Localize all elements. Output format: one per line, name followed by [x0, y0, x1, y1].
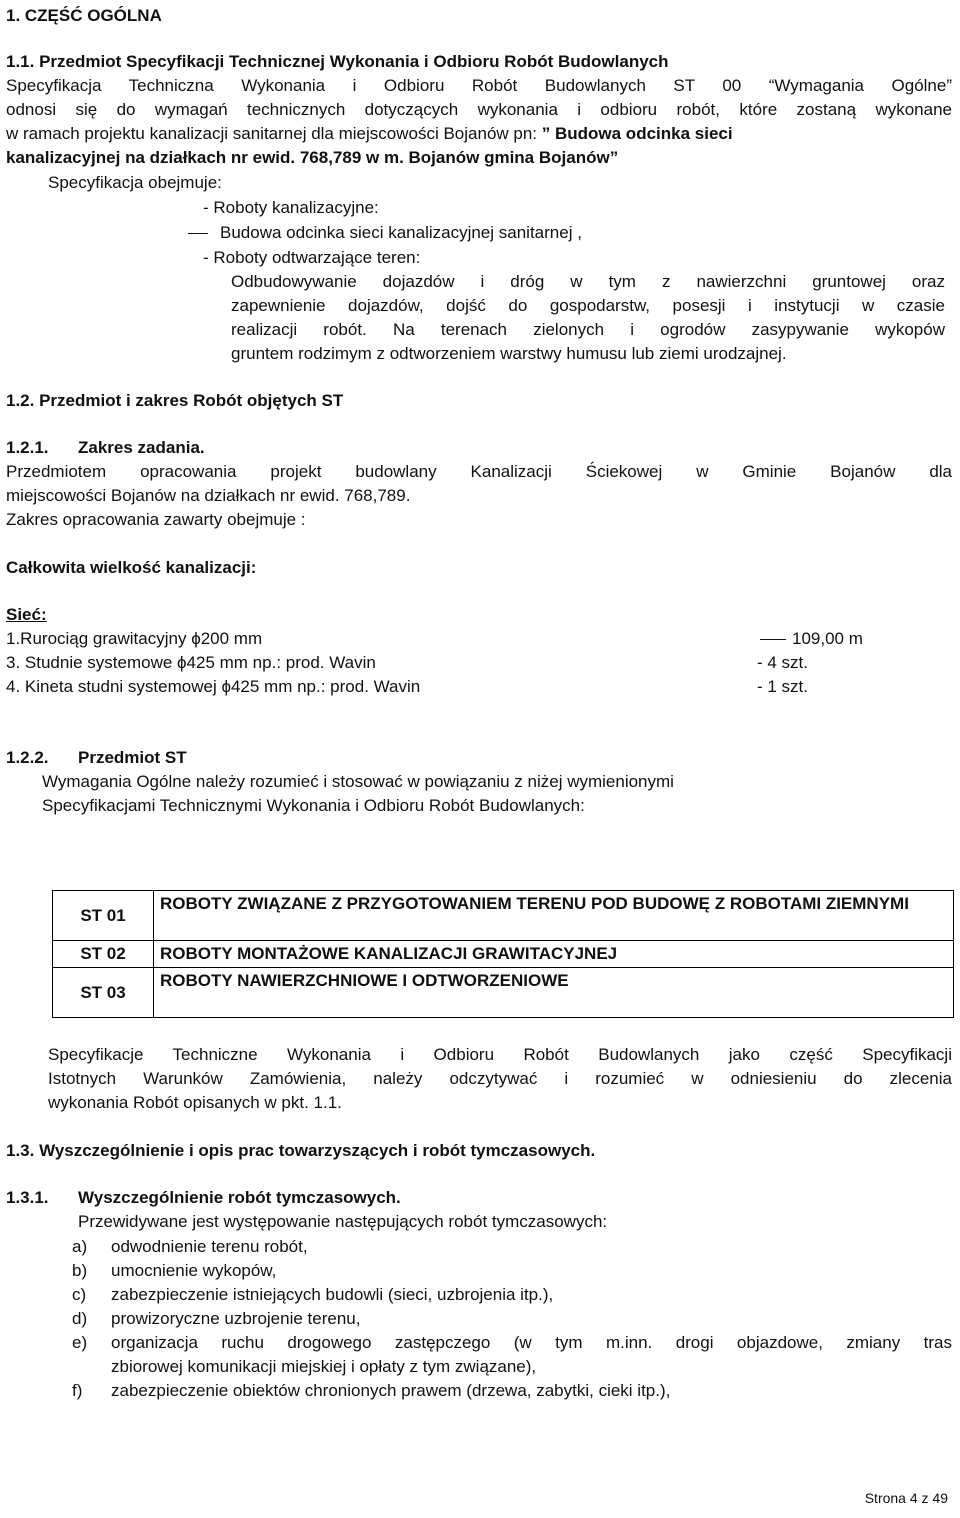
section-1-2-title: 1.2. Przedmiot i zakres Robót objętych ST: [6, 391, 344, 410]
s122-after-line-1: Specyfikacje Techniczne Wykonania i Odbioru Robót Budowlanych jako część Specyfikacji: [48, 1045, 952, 1064]
st-code-cell: ST 01: [53, 891, 154, 941]
scope-label: Specyfikacja obejmuje:: [48, 173, 222, 192]
network-item-3-value: - 1 szt.: [757, 677, 809, 696]
scope-item-1a: [188, 221, 582, 245]
st-table: [52, 890, 954, 1018]
network-item-1-label: 1.Rurociąg grawitacyjny ϕ200 mm: [6, 629, 263, 648]
list-item-marker: f): [72, 1381, 83, 1400]
network-item-2-value: - 4 szt.: [757, 653, 809, 672]
network-item-2-label: 3. Studnie systemowe ϕ425 mm np.: prod. Wavin: [6, 653, 376, 672]
table-row: [53, 968, 954, 1018]
section-1-2-2-number: 1.2.2.: [6, 748, 49, 767]
st-desc-cell: ROBOTY MONTAŻOWE KANALIZACJI GRAWITACYJNEJ: [154, 941, 954, 968]
table-row: [53, 941, 954, 968]
st-desc-cell: ROBOTY ZWIĄZANE Z PRZYGOTOWANIEM TERENU POD BUDOWĘ Z ROBOTAMI ZIEMNYMI: [154, 891, 954, 941]
section-1-3-1-title: Wyszczególnienie robót tymczasowych.: [78, 1188, 401, 1207]
s121-line-2: miejscowości Bojanów na działkach nr ewid. 768,789.: [6, 486, 411, 505]
s122-line-2: Specyfikacjami Technicznymi Wykonania i Odbioru Robót Budowlanych:: [42, 796, 585, 815]
section-1-2-1-number: 1.2.1.: [6, 438, 49, 457]
total-length-label: Całkowita wielkość kanalizacji:: [6, 558, 257, 577]
scope-item-1a-text: Budowa odcinka sieci kanalizacyjnej sanitarnej ,: [220, 223, 582, 242]
table-row: [53, 891, 954, 941]
scope-item-2-line-1: Odbudowywanie dojazdów i dróg w tym z nawierzchni gruntowej oraz: [231, 272, 945, 291]
st-code-cell: ST 02: [53, 941, 154, 968]
list-item: umocnienie wykopów,: [111, 1261, 277, 1280]
list-item: odwodnienie terenu robót,: [111, 1237, 308, 1256]
section-1-3-1-number: 1.3.1.: [6, 1188, 49, 1207]
s131-intro: Przewidywane jest występowanie następujących robót tymczasowych:: [78, 1212, 608, 1231]
list-item-continuation: zbiorowej komunikacji miejskiej i opłaty z tym związane),: [111, 1357, 537, 1376]
list-item-marker: b): [72, 1261, 88, 1280]
network-label: Sieć:: [6, 605, 47, 624]
scope-item-2-line-2: zapewnienie dojazdów, dojść do gospodarstw, posesji i instytucji w czasie: [231, 296, 945, 315]
list-item: prowizoryczne uzbrojenie terenu,: [111, 1309, 361, 1328]
s122-after-line-2: Istotnych Warunków Zamówienia, należy odczytywać i rozumieć w odniesieniu do zlecenia: [48, 1069, 952, 1088]
list-item: zabezpieczenie istniejących budowli (sieci, uzbrojenia itp.),: [111, 1285, 554, 1304]
section-1-3-title: 1.3. Wyszczególnienie i opis prac towarzyszących i robót tymczasowych.: [6, 1141, 596, 1160]
network-item-3-label: 4. Kineta studni systemowej ϕ425 mm np.: prod. Wavin: [6, 677, 421, 696]
st-desc-cell: ROBOTY NAWIERZCHNIOWE I ODTWORZENIOWE: [154, 968, 954, 1018]
scope-item-1: - Roboty kanalizacyjne:: [203, 198, 379, 217]
s121-line-3: Zakres opracowania zawarty obejmuje :: [6, 510, 306, 529]
list-item-marker: a): [72, 1237, 88, 1256]
s11-line-1: Specyfikacja Techniczna Wykonania i Odbioru Robót Budowlanych ST 00 “Wymagania Ogólne”: [6, 76, 952, 95]
s11-line-2: odnosi się do wymagań technicznych dotyczących wykonania i odbioru robót, które zostaną wykonane: [6, 100, 952, 119]
scope-item-2: - Roboty odtwarzające teren:: [203, 248, 421, 267]
s11-project-name: kanalizacyjnej na działkach nr ewid. 768,789 w m. Bojanów gmina Bojanów”: [6, 148, 619, 167]
list-item-marker: d): [72, 1309, 88, 1328]
section-1-1-title: 1.1. Przedmiot Specyfikacji Technicznej Wykonania i Odbioru Robót Budowlanych: [6, 52, 669, 71]
network-item-1-value: [760, 627, 863, 651]
network-item-1-value-text: 109,00 m: [792, 629, 863, 648]
list-item-marker: c): [72, 1285, 87, 1304]
list-item: organizacja ruchu drogowego zastępczego (w tym m.inn. drogi objazdowe, zmiany tras: [111, 1333, 952, 1352]
list-item-marker: e): [72, 1333, 88, 1352]
st-code-cell: ST 03: [53, 968, 154, 1018]
dash-marker: [188, 233, 208, 234]
list-item: zabezpieczenie obiektów chronionych prawem (drzewa, zabytki, cieki itp.),: [111, 1381, 671, 1400]
s11-line-3-bold: ” Budowa odcinka sieci: [537, 124, 733, 143]
chapter-heading: 1. CZĘŚĆ OGÓLNA: [6, 6, 162, 25]
s122-after-line-3: wykonania Robót opisanych w pkt. 1.1.: [48, 1093, 342, 1112]
page-number: Strona 4 z 49: [864, 1490, 948, 1506]
scope-item-2-line-3: realizacji robót. Na terenach zielonych i ogrodów zasypywanie wykopów: [231, 320, 945, 339]
s11-line-3: [6, 122, 733, 146]
s122-line-1: Wymagania Ogólne należy rozumieć i stosować w powiązaniu z niżej wymienionymi: [42, 772, 674, 791]
scope-item-2-line-4: gruntem rodzimym z odtworzeniem warstwy humusu lub ziemi urodzajnej.: [231, 344, 787, 363]
section-1-2-2-title: Przedmiot ST: [78, 748, 187, 767]
s121-line-1: Przedmiotem opracowania projekt budowlany Kanalizacji Ściekowej w Gminie Bojanów dla: [6, 462, 952, 481]
dash-marker: [760, 639, 786, 640]
s11-line-3-text: w ramach projektu kanalizacji sanitarnej dla miejscowości Bojanów pn:: [6, 124, 538, 143]
section-1-2-1-title: Zakres zadania.: [78, 438, 205, 457]
